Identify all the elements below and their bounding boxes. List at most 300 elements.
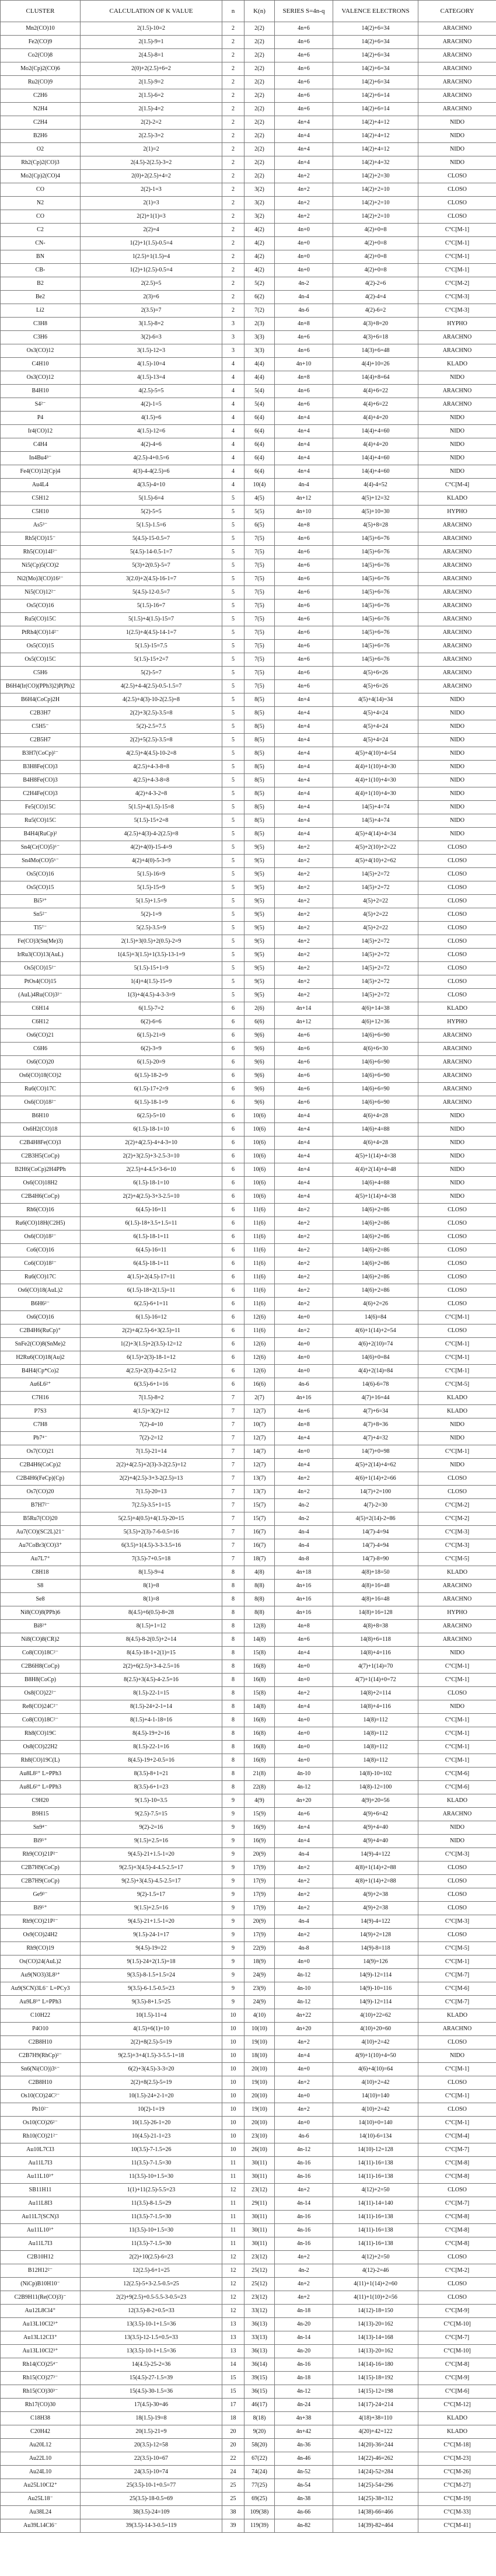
series-cell: 4n+0: [275, 1955, 333, 1969]
cluster-cell: B6H4(Ir(CO)(PPh3)2)P(Ph)2: [1, 680, 81, 693]
table-row: [1, 707, 496, 720]
n-cell: 6: [222, 1257, 244, 1271]
k-calculation-cell: 5(2)-1=9: [81, 908, 222, 922]
k-calculation-cell: 5(1.5)-16=7: [81, 599, 222, 613]
series-cell: 4n+2: [275, 2251, 333, 2264]
valence-electrons-cell: 14(11)-16=138: [333, 2224, 418, 2237]
cluster-cell: Os5(CO)15²⁻: [1, 962, 81, 975]
table-row: [1, 653, 496, 667]
series-cell: 4n+4: [275, 1459, 333, 1472]
k-n-cell: 15(8): [244, 1647, 275, 1660]
series-cell: 4n+6: [275, 532, 333, 546]
table-row: [1, 224, 496, 237]
valence-electrons-cell: 14(24)-52=284: [333, 2466, 418, 2479]
cluster-cell: Au9L8³⁺ L=PPh3: [1, 1996, 81, 2009]
k-n-cell: 4(2): [244, 237, 275, 250]
valence-electrons-cell: 4(7)+8=36: [333, 1418, 418, 1432]
n-cell: 12: [222, 2305, 244, 2318]
table-row: [1, 2519, 496, 2533]
cluster-cell: Ni8(CO)8(PPh)6: [1, 1606, 81, 1620]
series-cell: 4n+2: [275, 2036, 333, 2049]
k-calculation-cell: 4(2)-1=5: [81, 398, 222, 412]
valence-electrons-cell: 14(5)+6=76: [333, 640, 418, 653]
series-cell: 4n+20: [275, 2023, 333, 2036]
n-cell: 39: [222, 2519, 244, 2533]
series-cell: 4n+4: [275, 156, 333, 170]
cluster-cell: SnFe2(CO)8(SnMe)2: [1, 1338, 81, 1351]
k-n-cell: 20(10): [244, 2090, 275, 2103]
valence-electrons-cell: 14(12)-18=150: [333, 2305, 418, 2318]
k-n-cell: 8(5): [244, 774, 275, 787]
category-cell: CLOSO: [418, 197, 496, 210]
n-cell: 6: [222, 1324, 244, 1338]
cluster-cell: C2H4Fe(CO)3: [1, 787, 81, 801]
k-n-cell: 16(6): [244, 1378, 275, 1392]
cluster-cell: Ge9³⁻: [1, 1888, 81, 1902]
category-cell: NIDO: [418, 1163, 496, 1177]
table-row: [1, 1794, 496, 1808]
category-cell: C°C[M-7]: [418, 1969, 496, 1982]
category-cell: CLOSO: [418, 1687, 496, 1700]
category-cell: CLOSO: [418, 1875, 496, 1888]
category-cell: CLOSO: [418, 2076, 496, 2090]
k-n-cell: 8(5): [244, 707, 275, 720]
k-n-cell: 9(5): [244, 962, 275, 975]
k-calculation-cell: 12(2.5)-5+3-2.5-0.5=25: [81, 2278, 222, 2291]
series-cell: 4n+4: [275, 774, 333, 787]
table-row: [1, 2305, 496, 2318]
cluster-cell: Os6(CO)18²⁻: [1, 1231, 81, 1244]
valence-electrons-cell: 14(5)+2=72: [333, 868, 418, 881]
cluster-cell: C7H16: [1, 1392, 81, 1405]
cluster-cell: C4H10: [1, 358, 81, 371]
category-cell: CLOSO: [418, 1298, 496, 1311]
valence-electrons-cell: 4(4)+1(10)+4=30: [333, 774, 418, 787]
table-row: [1, 438, 496, 452]
table-row: [1, 425, 496, 438]
n-cell: 5: [222, 640, 244, 653]
table-row: [1, 1056, 496, 1069]
k-calculation-cell: 4(2.5)-5=5: [81, 385, 222, 398]
n-cell: 4: [222, 358, 244, 371]
series-cell: 4n+6: [275, 22, 333, 36]
category-cell: ARACHNO: [418, 1096, 496, 1110]
valence-electrons-cell: 4(5)+6=26: [333, 667, 418, 680]
k-calculation-cell: 18(1.5)-19=8: [81, 2412, 222, 2425]
valence-electrons-cell: 14(2)+2=10: [333, 210, 418, 224]
series-cell: 4n+2: [275, 2278, 333, 2291]
series-cell: 4n+2: [275, 1687, 333, 1700]
cluster-cell: C4H4: [1, 438, 81, 452]
n-cell: 20: [222, 2425, 244, 2439]
cluster-cell: Os9(CO)24H2: [1, 1929, 81, 1942]
k-calculation-cell: 8(1)=8: [81, 1593, 222, 1606]
cluster-cell: Os10(CO)24C²⁻: [1, 2090, 81, 2103]
k-n-cell: 7(2): [244, 304, 275, 318]
k-calculation-cell: 2(1.5)-4=2: [81, 103, 222, 116]
n-cell: 9: [222, 1821, 244, 1835]
category-cell: C°C[M-1]: [418, 1351, 496, 1365]
valence-electrons-cell: 4(2)+0=8: [333, 224, 418, 237]
category-cell: ARACHNO: [418, 1043, 496, 1056]
k-n-cell: 2(2): [244, 76, 275, 89]
category-cell: CLOSO: [418, 1862, 496, 1875]
k-n-cell: 9(5): [244, 975, 275, 989]
series-cell: 4n+0: [275, 264, 333, 277]
k-calculation-cell: 6(1.5)-18-1=9: [81, 1096, 222, 1110]
category-cell: C°C[M-26]: [418, 2466, 496, 2479]
k-n-cell: 30(11): [244, 2211, 275, 2224]
table-row: [1, 2425, 496, 2439]
cluster-cell: C2B10H12: [1, 2251, 81, 2264]
k-n-cell: 6(4): [244, 425, 275, 438]
table-row: [1, 1512, 496, 1526]
category-cell: CLOSO: [418, 1217, 496, 1231]
series-cell: 4n+6: [275, 1069, 333, 1083]
n-cell: 38: [222, 2506, 244, 2519]
table-row: [1, 680, 496, 693]
valence-electrons-cell: 14(7)-4=94: [333, 1539, 418, 1553]
category-cell: C°C[M-1]: [418, 237, 496, 250]
series-cell: 4n+0: [275, 2090, 333, 2103]
k-calculation-cell: 9(3.5)-6-1.5-0.5=23: [81, 1982, 222, 1996]
series-cell: 4n+2: [275, 1298, 333, 1311]
category-cell: ARACHNO: [418, 680, 496, 693]
category-cell: ARACHNO: [418, 532, 496, 546]
valence-electrons-cell: 4(2)-4=4: [333, 291, 418, 304]
series-cell: 4n+8: [275, 1418, 333, 1432]
n-cell: 9: [222, 1902, 244, 1915]
cluster-cell: C7H8: [1, 1418, 81, 1432]
k-calculation-cell: 17(4.5)-30=46: [81, 2399, 222, 2412]
valence-electrons-cell: 14(5)+4=74: [333, 814, 418, 828]
k-n-cell: 7(5): [244, 653, 275, 667]
n-cell: 5: [222, 895, 244, 908]
k-calculation-cell: 4(2.5)+4(3)-4-2(2.5)=8: [81, 828, 222, 841]
series-cell: 4n+8: [275, 519, 333, 532]
valence-electrons-cell: 4(7)+1(14)+0=72: [333, 1674, 418, 1687]
category-cell: ARACHNO: [418, 2023, 496, 2036]
cluster-cell: (AuL)4Ru(CO)3²⁻: [1, 989, 81, 1002]
cluster-cell: C3H8: [1, 318, 81, 331]
n-cell: 2: [222, 304, 244, 318]
n-cell: 9: [222, 1835, 244, 1848]
k-n-cell: 21(8): [244, 1768, 275, 1781]
series-cell: 4n-20: [275, 2318, 333, 2331]
series-cell: 4n-2: [275, 277, 333, 291]
category-cell: CLOSO: [418, 975, 496, 989]
valence-electrons-cell: 4(5)+4(10)+2=62: [333, 855, 418, 868]
k-calculation-cell: 2(4.5)-8=1: [81, 49, 222, 62]
cluster-cell: C2B9H11(Re(CO)3)⁻: [1, 2291, 81, 2305]
cluster-cell: Au39L14Cl6⁻: [1, 2519, 81, 2533]
valence-electrons-cell: 4(5)+4=24: [333, 734, 418, 747]
series-cell: 4n+4: [275, 465, 333, 479]
k-calculation-cell: 4(1.5)-13=4: [81, 371, 222, 385]
table-row: [1, 1754, 496, 1768]
n-cell: 5: [222, 680, 244, 693]
category-cell: KLADO: [418, 1392, 496, 1405]
n-cell: 2: [222, 36, 244, 49]
table-row: [1, 116, 496, 130]
table-row: [1, 720, 496, 734]
series-cell: 4n+4: [275, 1110, 333, 1123]
category-cell: C°C[M-1]: [418, 1754, 496, 1768]
k-n-cell: 17(9): [244, 1862, 275, 1875]
n-cell: 5: [222, 881, 244, 895]
n-cell: 7: [222, 1526, 244, 1539]
table-row: [1, 250, 496, 264]
series-cell: 4n+4: [275, 452, 333, 465]
table-row: [1, 385, 496, 398]
valence-electrons-cell: 14(2)+4=12: [333, 116, 418, 130]
k-n-cell: 11(6): [244, 1284, 275, 1298]
series-cell: 4n+0: [275, 1754, 333, 1768]
k-calculation-cell: 1(2.5)+1(1.5)=4: [81, 250, 222, 264]
table-row: [1, 1526, 496, 1539]
cluster-cell: Rh14(CO)25⁴⁻: [1, 2358, 81, 2372]
valence-electrons-cell: 14(2)+4=12: [333, 143, 418, 156]
k-n-cell: 6(2): [244, 291, 275, 304]
k-calculation-cell: 22(3.5)-10=67: [81, 2452, 222, 2466]
valence-electrons-cell: 14(2)+2=10: [333, 183, 418, 197]
cluster-cell: C5H10: [1, 506, 81, 519]
valence-electrons-cell: 14(25)-54=296: [333, 2479, 418, 2493]
valence-electrons-cell: 4(6)+4=28: [333, 1137, 418, 1150]
valence-electrons-cell: 14(5)+6=76: [333, 546, 418, 559]
table-row: [1, 277, 496, 291]
valence-electrons-cell: 4(6)+14=38: [333, 1002, 418, 1016]
k-n-cell: 19(10): [244, 2103, 275, 2117]
cluster-cell: Rh9(CO)21P²⁻: [1, 1848, 81, 1862]
table-row: [1, 76, 496, 89]
cluster-cell: Os6H2(CO)18: [1, 1123, 81, 1137]
n-cell: 5: [222, 599, 244, 613]
n-cell: 6: [222, 1351, 244, 1365]
k-n-cell: 16(7): [244, 1526, 275, 1539]
k-calculation-cell: 2(3.5)=7: [81, 304, 222, 318]
valence-electrons-cell: 14(5)+2=72: [333, 989, 418, 1002]
k-n-cell: 58(20): [244, 2439, 275, 2452]
series-cell: 4n+6: [275, 62, 333, 76]
table-row: [1, 2466, 496, 2479]
k-calculation-cell: 6(4.5)-16=11: [81, 1204, 222, 1217]
n-cell: 2: [222, 291, 244, 304]
category-cell: CLOSO: [418, 2291, 496, 2305]
series-cell: 4n+6: [275, 1633, 333, 1647]
cluster-cell: CO: [1, 183, 81, 197]
series-cell: 4n-10: [275, 1768, 333, 1781]
valence-electrons-cell: 14(6)+6=90: [333, 1069, 418, 1083]
k-calculation-cell: 13(3.5)-12-1.5+0.5=33: [81, 2331, 222, 2345]
series-cell: 4n+6: [275, 613, 333, 626]
k-calculation-cell: 2(1.5)-6=2: [81, 89, 222, 103]
k-n-cell: 4(2): [244, 264, 275, 277]
table-row: [1, 1244, 496, 1257]
k-n-cell: 9(5): [244, 855, 275, 868]
n-cell: 5: [222, 506, 244, 519]
cluster-cell: Au11L8I3: [1, 2197, 81, 2211]
cluster-cell: Sn6(Ni(CO))3⁶⁻: [1, 2063, 81, 2076]
k-n-cell: 20(9): [244, 1915, 275, 1929]
table-row: [1, 358, 496, 371]
cluster-cell: C2B4H6(RuCp)⁺: [1, 1324, 81, 1338]
category-cell: C°C[M-4]: [418, 479, 496, 492]
series-cell: 4n+0: [275, 2063, 333, 2076]
valence-electrons-cell: 14(6)+2=86: [333, 1271, 418, 1284]
table-row: [1, 2224, 496, 2237]
category-cell: C°C[M-8]: [418, 2224, 496, 2237]
valence-electrons-cell: 4(5)+4=24: [333, 707, 418, 720]
series-cell: 4n-18: [275, 2305, 333, 2318]
valence-electrons-cell: 14(8)=112: [333, 1741, 418, 1754]
table-row: [1, 1324, 496, 1338]
k-calculation-cell: 9(2.5)-7.5=15: [81, 1808, 222, 1821]
valence-electrons-cell: 4(8)+16=48: [333, 1580, 418, 1593]
valence-electrons-cell: 4(4)+4=20: [333, 438, 418, 452]
category-cell: C°C[M-7]: [418, 2197, 496, 2211]
k-n-cell: 12(8): [244, 1620, 275, 1633]
n-cell: 8: [222, 1580, 244, 1593]
series-cell: 4n+4: [275, 2049, 333, 2063]
category-cell: C°C[M-18]: [418, 2439, 496, 2452]
valence-electrons-cell: 14(5)+6=76: [333, 626, 418, 640]
k-n-cell: 30(11): [244, 2157, 275, 2170]
valence-electrons-cell: 14(13)-20=162: [333, 2318, 418, 2331]
n-cell: 2: [222, 143, 244, 156]
category-cell: NIDO: [418, 412, 496, 425]
valence-electrons-cell: 4(2)+0=8: [333, 237, 418, 250]
table-row: [1, 1875, 496, 1888]
table-header: [1, 1, 496, 22]
valence-electrons-cell: 14(4)+4=60: [333, 452, 418, 465]
valence-electrons-cell: 14(5)+2=72: [333, 962, 418, 975]
k-n-cell: 8(5): [244, 747, 275, 761]
k-n-cell: 5(5): [244, 506, 275, 519]
k-n-cell: 11(6): [244, 1257, 275, 1271]
series-cell: 4n+18: [275, 1566, 333, 1580]
series-cell: 4n+4: [275, 801, 333, 814]
category-cell: NIDO: [418, 425, 496, 438]
n-cell: 5: [222, 734, 244, 747]
k-calculation-cell: 9(2)-2=16: [81, 1821, 222, 1835]
k-calculation-cell: 10(4.5)-21-1=23: [81, 2130, 222, 2143]
header-valence-electrons: VALENCE ELECTRONS: [333, 1, 418, 22]
cluster-cell: In4Bu4³⁻: [1, 452, 81, 465]
valence-electrons-cell: 14(22)-46=262: [333, 2452, 418, 2466]
cluster-cell: Bi8²⁺: [1, 1620, 81, 1633]
cluster-cell: Au11L10³⁺: [1, 2224, 81, 2237]
category-cell: C°C[M-4]: [418, 2130, 496, 2143]
category-cell: C°C[M-1]: [418, 2090, 496, 2103]
cluster-cell: B6H4(CoCp)2H: [1, 693, 81, 707]
k-calculation-cell: 2(2.5)=5: [81, 277, 222, 291]
cluster-cell: C9H20: [1, 1794, 81, 1808]
cluster-cell: C2B4H8Fe(CO)3: [1, 1137, 81, 1150]
k-n-cell: 16(8): [244, 1660, 275, 1674]
table-row: [1, 2049, 496, 2063]
valence-electrons-cell: 4(5)+1(14)+4=38: [333, 1150, 418, 1163]
cluster-cell: Mo2(Cp)2(CO)4: [1, 170, 81, 183]
k-n-cell: 30(11): [244, 2170, 275, 2184]
k-calculation-cell: 24(3.5)-10=74: [81, 2466, 222, 2479]
n-cell: 5: [222, 774, 244, 787]
n-cell: 12: [222, 2278, 244, 2291]
k-calculation-cell: 14(4.5)-25-2=36: [81, 2358, 222, 2372]
valence-electrons-cell: 4(4)+1(10)+4=30: [333, 761, 418, 774]
n-cell: 15: [222, 2385, 244, 2399]
series-cell: 4n+6: [275, 640, 333, 653]
category-cell: KLADO: [418, 1002, 496, 1016]
k-calculation-cell: 4(2)+4(0)-5-3=9: [81, 855, 222, 868]
valence-electrons-cell: 4(5)+2(10)+2=22: [333, 841, 418, 855]
series-cell: 4n+10: [275, 358, 333, 371]
series-cell: 4n+2: [275, 1271, 333, 1284]
n-cell: 2: [222, 224, 244, 237]
k-calculation-cell: 6(1.5)-18+2(1.5)=11: [81, 1284, 222, 1298]
valence-electrons-cell: 14(25)-38=312: [333, 2493, 418, 2506]
k-calculation-cell: 4(1.5)+3(2)=12: [81, 1405, 222, 1418]
valence-electrons-cell: 4(5)+4(10)+4=54: [333, 747, 418, 761]
k-n-cell: 2(2): [244, 130, 275, 143]
category-cell: CLOSO: [418, 989, 496, 1002]
k-n-cell: 7(5): [244, 586, 275, 599]
series-cell: 4n-4: [275, 1526, 333, 1539]
k-n-cell: 7(5): [244, 613, 275, 626]
series-cell: 4n-4: [275, 1915, 333, 1929]
table-row: [1, 49, 496, 62]
table-row: [1, 2211, 496, 2224]
valence-electrons-cell: 14(2)+2=30: [333, 170, 418, 183]
series-cell: 4n+2: [275, 1217, 333, 1231]
valence-electrons-cell: 14(8)=112: [333, 1754, 418, 1768]
cluster-cell: Ru5(CO)15C: [1, 613, 81, 626]
table-row: [1, 2023, 496, 2036]
n-cell: 6: [222, 1217, 244, 1231]
category-cell: KLADO: [418, 2009, 496, 2023]
n-cell: 5: [222, 720, 244, 734]
valence-electrons-cell: 14(8)+16=128: [333, 1606, 418, 1620]
valence-electrons-cell: 14(6)+2=86: [333, 1217, 418, 1231]
k-n-cell: 30(11): [244, 2224, 275, 2237]
k-n-cell: 8(5): [244, 787, 275, 801]
table-row: [1, 2479, 496, 2493]
cluster-cell: N2: [1, 197, 81, 210]
series-cell: 4n+4: [275, 1163, 333, 1177]
cluster-cell: Fe4(CO)12(Cp)4: [1, 465, 81, 479]
category-cell: CLOSO: [418, 1472, 496, 1486]
series-cell: 4n+6: [275, 385, 333, 398]
category-cell: C°C[M-2]: [418, 1499, 496, 1512]
k-calculation-cell: 2(2)+1(1)=3: [81, 210, 222, 224]
table-row: [1, 1996, 496, 2009]
category-cell: ARACHNO: [418, 1056, 496, 1069]
cluster-cell: Rh10(CO)21²⁻: [1, 2130, 81, 2143]
valence-electrons-cell: 4(9)+2=38: [333, 1888, 418, 1902]
table-row: [1, 143, 496, 156]
n-cell: 2: [222, 116, 244, 130]
n-cell: 7: [222, 1539, 244, 1553]
table-row: [1, 1553, 496, 1566]
series-cell: 4n+16: [275, 1392, 333, 1405]
valence-electrons-cell: 4(10)+2=42: [333, 2103, 418, 2117]
valence-electrons-cell: 4(7)+16=44: [333, 1392, 418, 1405]
k-calculation-cell: 5(1.5)-6=4: [81, 492, 222, 506]
n-cell: 6: [222, 1096, 244, 1110]
valence-electrons-cell: 14(7)-4=94: [333, 1526, 418, 1539]
valence-electrons-cell: 14(11)-16=138: [333, 2170, 418, 2184]
k-n-cell: 9(5): [244, 841, 275, 855]
